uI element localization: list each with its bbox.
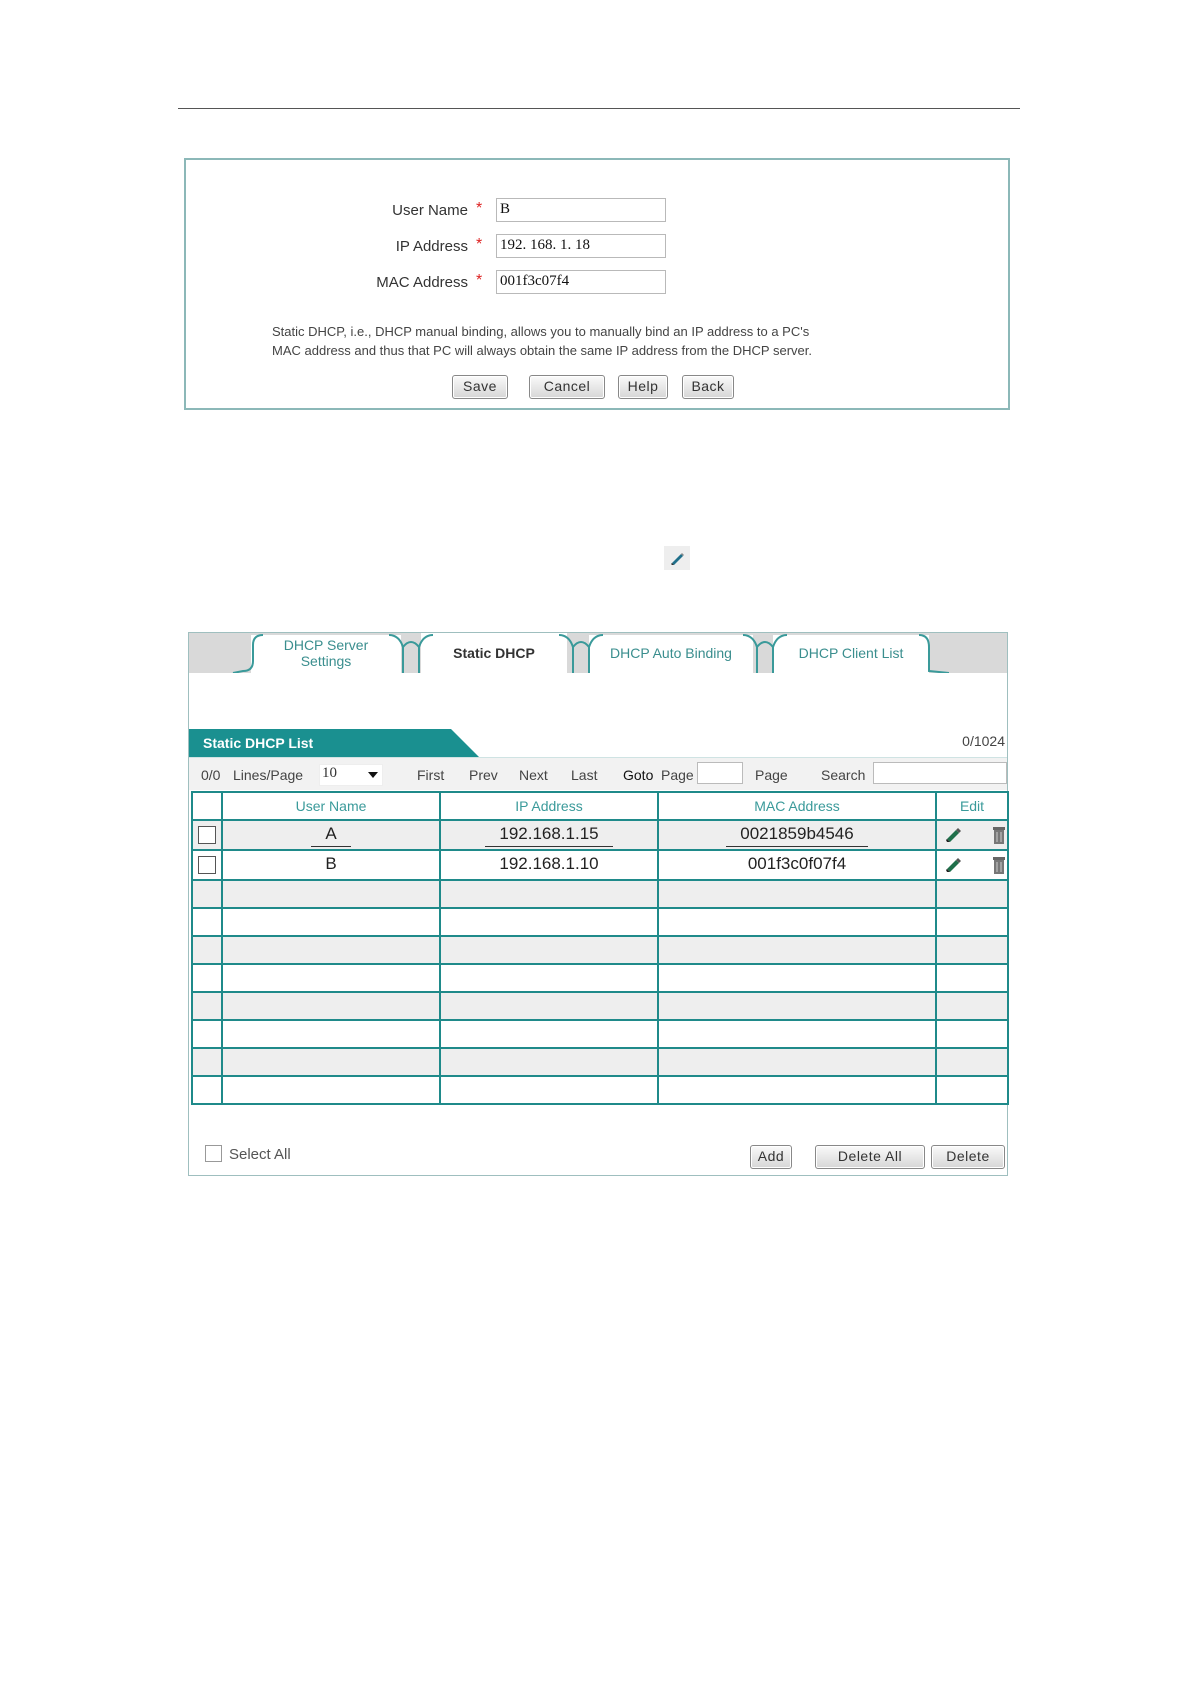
user-name-column-header[interactable]: User Name xyxy=(222,792,440,820)
help-note-line: MAC address and thus that PC will always obtain the same IP address from the DHCP server. xyxy=(272,343,812,358)
mac-address-cell xyxy=(658,850,936,880)
mac-address-value: 001f3c0f07f4 xyxy=(747,854,847,873)
ip-address-value: 192.168.1.15 xyxy=(485,824,612,847)
table-row-empty xyxy=(192,1048,1008,1076)
lines-per-page-label: Lines/Page xyxy=(233,767,304,783)
select-all-label: Select All xyxy=(229,1146,291,1163)
table-row-empty xyxy=(192,936,1008,964)
delete-button[interactable]: Delete xyxy=(931,1145,1005,1169)
trash-icon[interactable] xyxy=(991,855,1007,875)
row-checkbox[interactable] xyxy=(198,856,216,874)
edit-cell xyxy=(936,820,1008,850)
form-buttons xyxy=(186,375,1008,399)
entry-count: 0/1024 xyxy=(962,733,1005,749)
table-row xyxy=(192,820,1008,850)
table-row-empty xyxy=(192,964,1008,992)
tab-label: DHCP Server xyxy=(283,637,369,653)
page-label: Page xyxy=(661,767,694,783)
page-label: Page xyxy=(755,767,788,783)
pencil-icon[interactable] xyxy=(943,855,965,875)
help-note-line: Static DHCP, i.e., DHCP manual binding, allows you to manually bind an IP address to a PC's xyxy=(272,324,810,339)
ip-address-label: IP Address xyxy=(395,238,468,255)
ip-address-column-header[interactable]: IP Address xyxy=(440,792,658,820)
tab-divider xyxy=(919,633,949,673)
goto-page-button[interactable]: Goto xyxy=(623,767,654,783)
help-note xyxy=(272,322,972,360)
tab-bar xyxy=(189,633,1007,673)
list-title: Static DHCP List xyxy=(203,735,314,751)
ip-address-row xyxy=(186,234,1008,262)
static-dhcp-list-panel xyxy=(188,632,1008,1176)
tab-label: Static DHCP xyxy=(453,645,535,661)
pencil-icon[interactable] xyxy=(943,825,965,845)
search-label: Search xyxy=(821,767,866,783)
cancel-button[interactable]: Cancel xyxy=(529,375,605,399)
tab-dhcp-client-list[interactable] xyxy=(773,635,929,673)
mac-address-label: MAC Address xyxy=(376,274,468,291)
tab-label: Settings xyxy=(300,653,352,669)
mac-address-row xyxy=(186,270,1008,298)
chevron-down-icon xyxy=(368,772,378,778)
add-button[interactable]: Add xyxy=(750,1145,792,1169)
next-page-link[interactable]: Next xyxy=(519,767,548,783)
user-name-input[interactable]: B xyxy=(496,198,666,222)
required-mark: * xyxy=(476,236,483,253)
static-dhcp-form xyxy=(184,158,1010,410)
table-row-empty xyxy=(192,1020,1008,1048)
tab-label: DHCP Auto Binding xyxy=(610,645,732,661)
row-select-cell xyxy=(192,850,222,880)
user-name-value: A xyxy=(311,824,350,847)
page-rule xyxy=(178,108,1020,109)
required-mark: * xyxy=(476,200,483,217)
mac-address-input[interactable]: 001f3c07f4 xyxy=(496,270,666,294)
static-dhcp-table xyxy=(191,791,1009,1105)
table-row-empty xyxy=(192,1076,1008,1104)
select-all-checkbox[interactable] xyxy=(205,1145,222,1162)
tab-divider xyxy=(559,633,603,675)
mac-address-value: 0021859b4546 xyxy=(726,824,867,847)
edit-cell xyxy=(936,850,1008,880)
delete-all-button[interactable]: Delete All xyxy=(815,1145,925,1169)
trash-icon[interactable] xyxy=(991,825,1007,845)
tab-divider xyxy=(743,633,787,675)
last-page-link[interactable]: Last xyxy=(571,767,598,783)
tab-dhcp-server-settings[interactable] xyxy=(251,635,401,673)
user-name-cell xyxy=(222,820,440,850)
mac-address-column-header[interactable]: MAC Address xyxy=(658,792,936,820)
help-button[interactable]: Help xyxy=(618,375,668,399)
goto-page-input[interactable] xyxy=(697,762,743,784)
tab-label: DHCP Client List xyxy=(798,645,904,661)
tab-static-dhcp[interactable] xyxy=(421,633,567,677)
table-header xyxy=(192,792,1008,820)
pagination-bar xyxy=(189,757,1007,790)
required-mark: * xyxy=(476,272,483,289)
user-name-label: User Name xyxy=(392,202,468,219)
user-name-cell xyxy=(222,850,440,880)
page-position: 0/0 xyxy=(201,767,221,783)
table-row-empty xyxy=(192,992,1008,1020)
lines-per-page-value: 10 xyxy=(322,765,337,781)
pencil-icon xyxy=(664,546,690,570)
user-name-row xyxy=(186,198,1008,226)
table-row-empty xyxy=(192,880,1008,908)
select-column-header xyxy=(192,792,222,820)
back-button[interactable]: Back xyxy=(682,375,734,399)
tab-divider xyxy=(229,633,263,673)
ip-address-value: 192.168.1.10 xyxy=(499,854,599,873)
ip-address-cell xyxy=(440,820,658,850)
tab-dhcp-auto-binding[interactable] xyxy=(589,635,753,673)
prev-page-link[interactable]: Prev xyxy=(469,767,498,783)
row-checkbox[interactable] xyxy=(198,826,216,844)
table-row-empty xyxy=(192,908,1008,936)
table-row xyxy=(192,850,1008,880)
mac-address-cell xyxy=(658,820,936,850)
user-name-value: B xyxy=(325,854,337,873)
save-button[interactable]: Save xyxy=(452,375,508,399)
row-select-cell xyxy=(192,820,222,850)
ip-address-cell xyxy=(440,850,658,880)
ip-address-input[interactable]: 192. 168. 1. 18 xyxy=(496,234,666,258)
lines-per-page-select[interactable] xyxy=(319,764,383,786)
edit-column-header: Edit xyxy=(936,792,1008,820)
search-input[interactable] xyxy=(873,762,1007,784)
tab-divider xyxy=(389,633,433,675)
first-page-link[interactable]: First xyxy=(417,767,445,783)
